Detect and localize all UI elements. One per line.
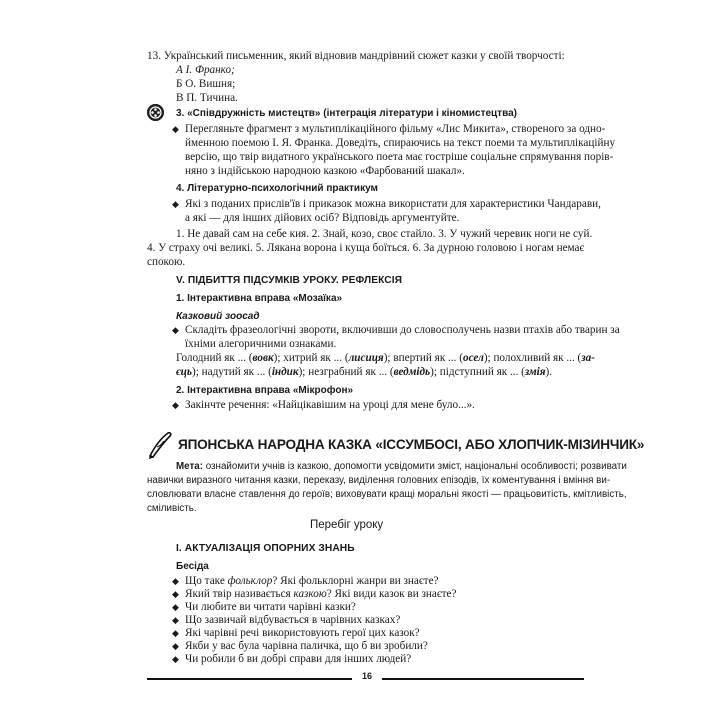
diamond-bullet-icon: ◆: [172, 628, 179, 638]
diamond-bullet-icon: ◆: [172, 576, 179, 586]
s3-line-3: версію, що твір видатного українського поета має гостріше соціальне спрямування порів-: [185, 151, 614, 163]
diamond-bullet-icon: ◆: [172, 199, 179, 209]
s4-task-2: а які — для інших дійових осіб? Відповідь аргументуйте.: [185, 212, 460, 224]
question-7: Чи робили б ви добрі справи для інших людей?: [185, 653, 412, 665]
section-3-title: 3. «Співдружність мистецтв» (інтеграція літератури і кіномистецтва): [176, 108, 517, 119]
lesson-title: ЯПОНСЬКА НАРОДНА КАЗКА «ІССУМБОСІ, АБО ХЛОПЧИК-МІЗИНЧИК»: [178, 437, 645, 452]
s3-line-2: йменною поемою І. Я. Франка. Доведіть, спираючись на текст поеми та мультиплікаційну: [185, 137, 616, 149]
diamond-bullet-icon: ◆: [172, 615, 179, 625]
proverbs-line-1: 1. Не давай сам на себе кия. 2. Знай, козо, своє стайло. 3. У чужий черевик ноги не суй.: [176, 228, 593, 240]
mosaic-title: 1. Інтерактивна вправа «Мозаїка»: [176, 293, 343, 304]
question-5: Які чарівні речі використовують герої цих казок?: [185, 627, 420, 639]
conversation-title: Бесіда: [176, 561, 209, 572]
question-2: Який твір називається казкою? Які види казок ви знаєте?: [185, 588, 457, 600]
microphone-title: 2. Інтерактивна вправа «Мікрофон»: [176, 385, 354, 396]
pen-icon: [146, 430, 176, 460]
proverbs-line-2: 4. У страху очі великі. 5. Лякана ворона і куща боїться. 6. За дурною головою і ногам немає: [147, 242, 585, 254]
option-a: А І. Франко;: [176, 64, 235, 76]
question-13: 13. Український письменник, який відновив мандрівний сюжет казки у своїй творчості:: [147, 50, 565, 62]
footer-rule-right: [382, 678, 584, 680]
goal-line-1: Мета: ознайомити учнів із казкою, допомогти усвідомити зміст, національні особливості; розвивати: [176, 461, 627, 472]
zoo-task-1: Складіть фразеологічні звороти, включивши до словосполучень назви птахів або тварин за: [185, 324, 620, 336]
question-6: Якби у вас була чарівна паличка, що б ви зробили?: [185, 640, 428, 652]
s3-line-1: Перегляньте фрагмент з мультиплікаційного фільму «Лис Микита», створеного за одно-: [185, 123, 606, 135]
s4-task-1: Які з поданих прислів'їв і приказок можна використати для характеристики Чандарави,: [185, 198, 601, 210]
diamond-bullet-icon: ◆: [172, 654, 179, 664]
goal-line-3: словлювати власне ставлення до героїв; виховувати кращі моральні якості — працьовитість, кмітливість,: [147, 489, 627, 500]
question-1: Що таке фольклор? Які фольклорні жанри ви знаєте?: [185, 575, 439, 587]
diamond-bullet-icon: ◆: [172, 400, 179, 410]
question-4: Що зазвичай відбувається в чарівних казках?: [185, 614, 401, 626]
proverbs-line-3: спокою.: [147, 256, 186, 268]
goal-line-2: навички виразного читання казки, переказу, виділення головних епізодів, їх коментування і вміння ви-: [147, 475, 611, 486]
page-number: 16: [362, 671, 373, 681]
option-b: Б О. Вишня;: [176, 78, 236, 90]
diamond-bullet-icon: ◆: [172, 602, 179, 612]
zoo-title: Казковий зоосад: [176, 311, 260, 322]
goal-line-4: сміливість.: [147, 503, 197, 514]
s3-line-4: няно з індійською народною казкою «Фарбований шакал».: [185, 165, 465, 177]
diamond-bullet-icon: ◆: [172, 124, 179, 134]
diamond-bullet-icon: ◆: [172, 641, 179, 651]
microphone-task: Закінчте речення: «Найцікавішим на уроці для мене було...».: [185, 399, 475, 411]
footer-rule-left: [147, 678, 352, 680]
section-i-title: I. АКТУАЛІЗАЦІЯ ОПОРНИХ ЗНАНЬ: [176, 543, 355, 554]
course-heading: Перебіг уроку: [310, 519, 384, 531]
film-reel-icon: [147, 104, 164, 121]
section-v-title: V. ПІДБИТТЯ ПІДСУМКІВ УРОКУ. РЕФЛЕКСІЯ: [176, 275, 403, 286]
diamond-bullet-icon: ◆: [172, 589, 179, 599]
option-c: В П. Тичина.: [176, 92, 238, 104]
question-3: Чи любите ви читати чарівні казки?: [185, 601, 356, 613]
phrases-line-2: єць); надутий як ... (індик); незграбний як ... (ведмідь); підступний як ... (змія).: [176, 366, 553, 378]
zoo-task-2: їхніми алегоричними ознаками.: [185, 338, 337, 350]
section-4-title: 4. Літературно-психологічний практикум: [176, 183, 378, 194]
diamond-bullet-icon: ◆: [172, 325, 179, 335]
phrases-line-1: Голодний як ... (вовк); хитрий як ... (лисиця); впертий як ... (осел); полохливий як ... (за-: [176, 352, 595, 364]
